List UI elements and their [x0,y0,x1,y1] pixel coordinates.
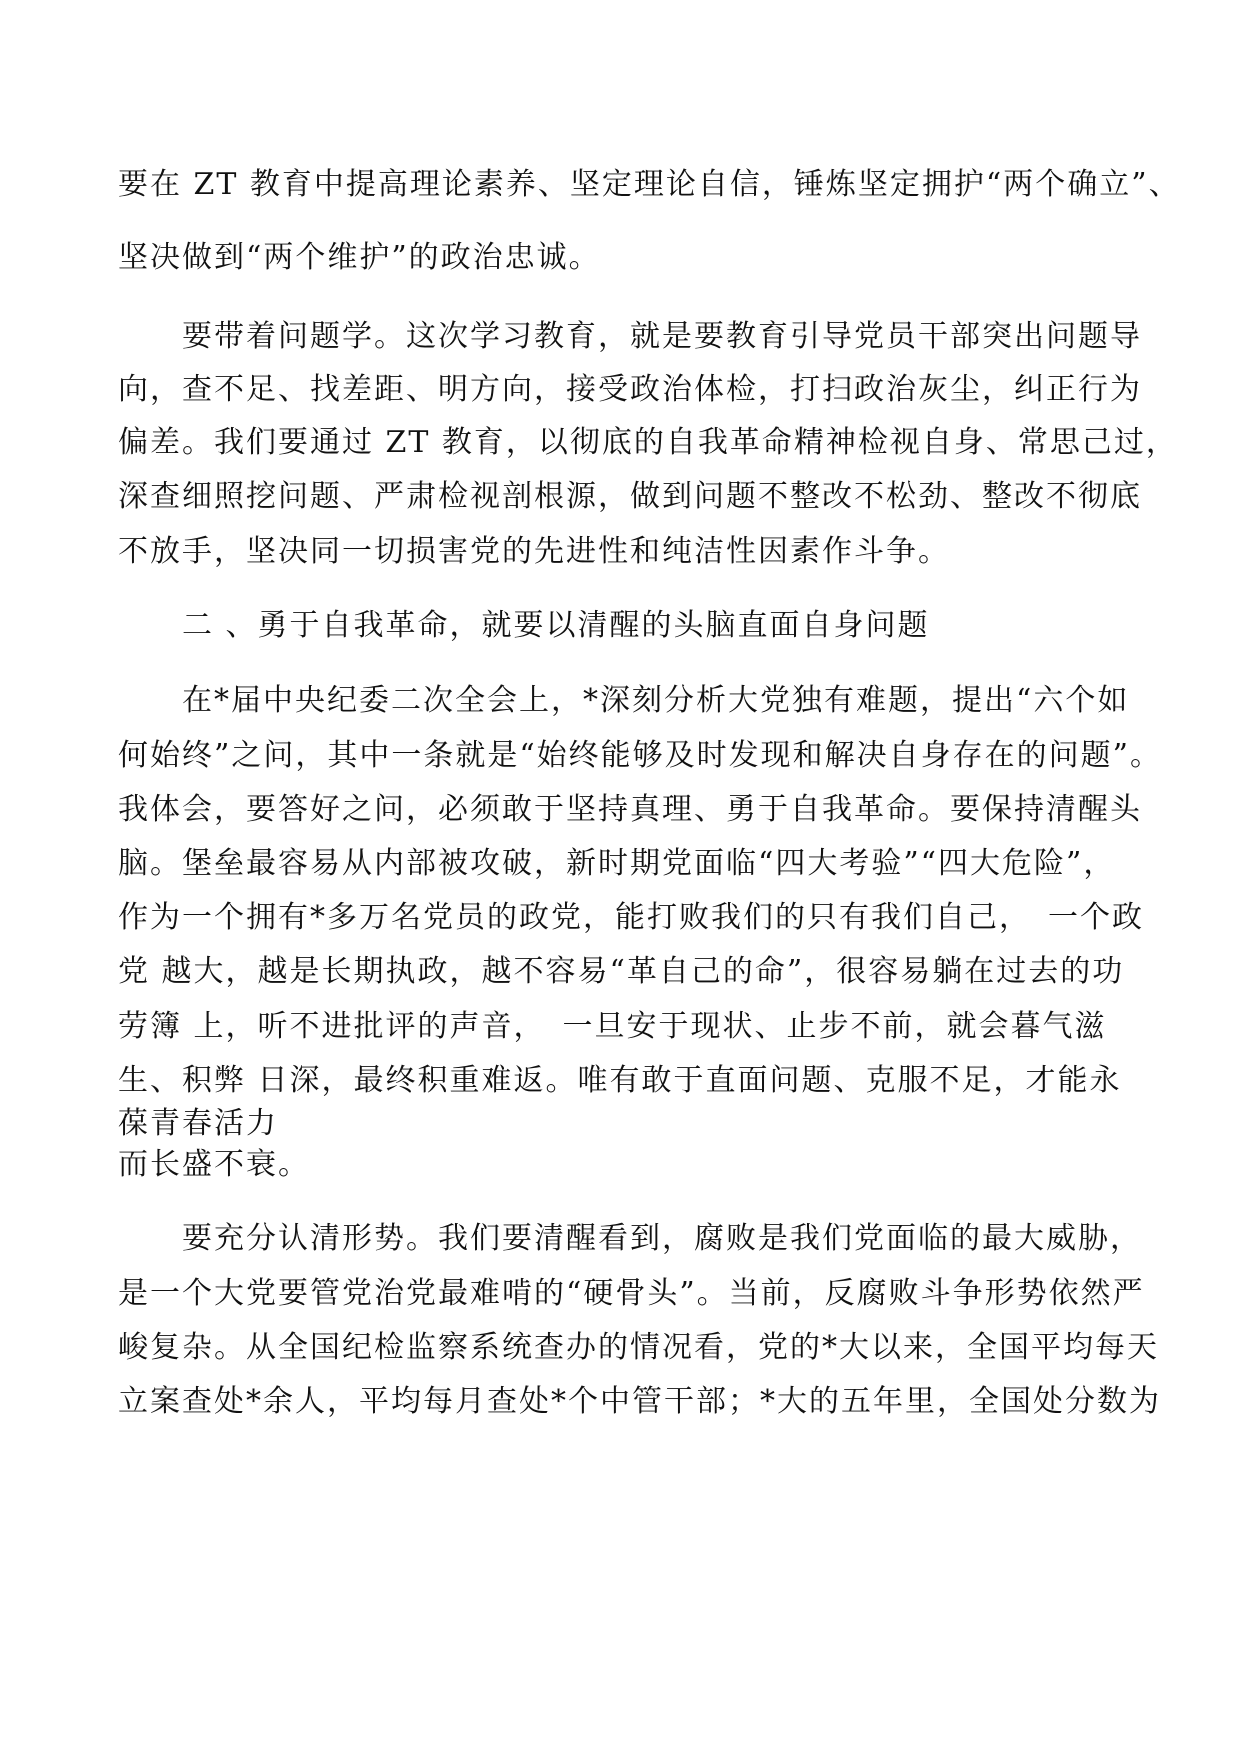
text-line: 我体会，要答好之问，必须敢于坚持真理、勇于自我革命。要保持清醒头 [118,792,1142,827]
text-line: 作为一个拥有*多万名党员的政党，能打败我们的只有我们自己， 一个政 [118,900,1144,935]
text-line: 是一个大党要管党治党最难啃的“硬骨头”。当前，反腐败斗争形势依然严 [118,1276,1145,1311]
text-line: 劳簿 上，听不进批评的声音， 一旦安于现状、止步不前，就会暮气滋 [118,1009,1107,1044]
text-line: 党 越大，越是长期执政，越不容易“革自己的命”，很容易躺在过去的功 [118,954,1125,989]
text-line: 偏差。我们要通过 ZT 教育，以彻底的自我革命精神检视自身、常思己过， [118,425,1178,460]
text-line: 何始终”之问，其中一条就是“始终能够及时发现和解决自身存在的问题”。 [118,738,1163,773]
text-line: 葆青春活力 [118,1106,278,1141]
text-line: 峻复杂。从全国纪检监察系统查办的情况看，党的*大以来，全国平均每天 [118,1330,1159,1365]
text-line: 脑。堡垒最容易从内部被攻破，新时期党面临“四大考验”“四大危险”， [118,846,1116,881]
text-line: 立案查处*余人，平均每月查处*个中管干部；*大的五年里，全国处分数为 [118,1384,1161,1419]
text-line: 要带着问题学。这次学习教育，就是要教育引导党员干部突出问题导 [182,319,1142,354]
text-line: 生、积弊 日深，最终积重难返。唯有敢于直面问题、克服不足，才能永 [118,1063,1122,1098]
text-line: 要在 ZT 教育中提高理论素养、坚定理论自信，锤炼坚定拥护“两个确立”、 [118,167,1181,202]
text-line: 向，查不足、找差距、明方向，接受政治体检，打扫政治灰尘，纠正行为 [118,372,1142,407]
text-line: 坚决做到“两个维护”的政治忠诚。 [118,240,601,275]
text-line: 要充分认清形势。我们要清醒看到，腐败是我们党面临的最大威胁， [182,1221,1142,1256]
text-line: 深查细照挖问题、严肃检视剖根源，做到问题不整改不松劲、整改不彻底 [118,479,1142,514]
text-line: 不放手，坚决同一切损害党的先进性和纯洁性因素作斗争。 [118,534,950,569]
text-line: 而长盛不衰。 [118,1147,310,1182]
section-heading: 二 、勇于自我革命，就要以清醒的头脑直面自身问题 [182,608,930,643]
text-line: 在*届中央纪委二次全会上，*深刻分析大党独有难题，提出“六个如 [182,683,1130,718]
